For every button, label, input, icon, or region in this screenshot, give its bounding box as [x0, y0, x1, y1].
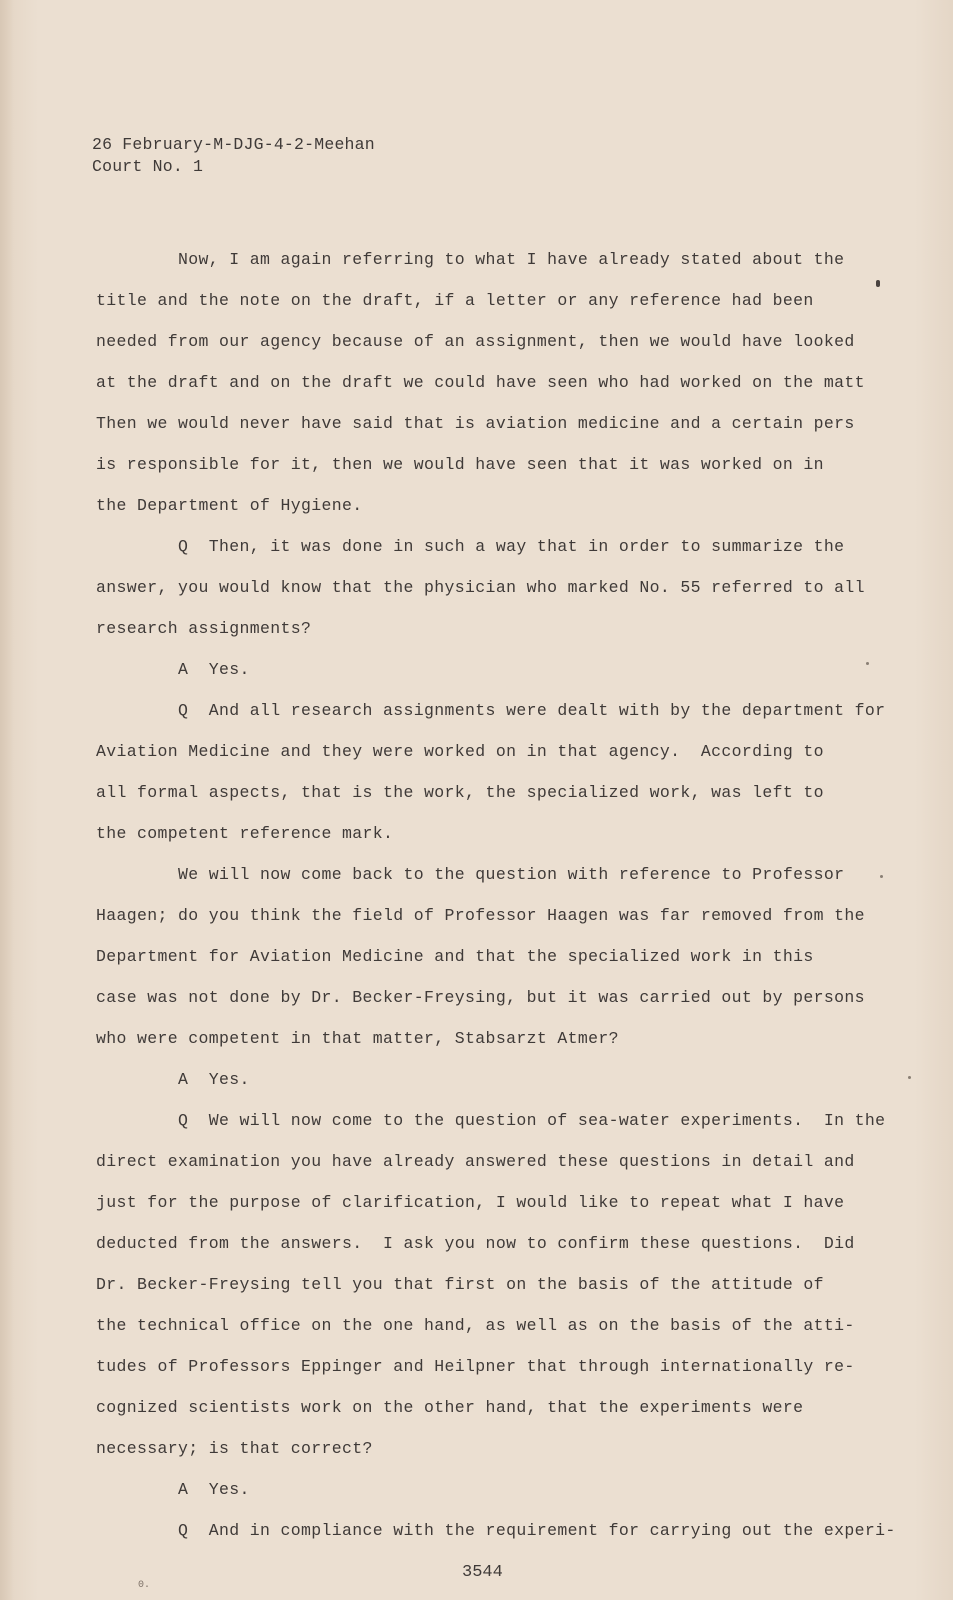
transcript-line: Q We will now come to the question of sea-water experiments. In the — [96, 1111, 886, 1130]
transcript-line: cognized scientists work on the other hand, that the experiments were — [96, 1398, 804, 1417]
transcript-line: A Yes. — [96, 1480, 250, 1499]
transcript-line: We will now come back to the question with reference to Professor — [96, 865, 845, 884]
transcript-line: A Yes. — [96, 660, 250, 679]
transcript-line: the Department of Hygiene. — [96, 496, 363, 515]
paper-speck — [866, 662, 869, 665]
transcript-line: Now, I am again referring to what I have already stated about the — [96, 250, 845, 269]
transcript-line: the technical office on the one hand, as well as on the basis of the atti- — [96, 1316, 855, 1335]
transcript-line: just for the purpose of clarification, I would like to repeat what I have — [96, 1193, 845, 1212]
corner-mark: 0. — [138, 1580, 151, 1591]
transcript-line: needed from our agency because of an assignment, then we would have looked — [96, 332, 855, 351]
header-line-date-code: 26 February-M-DJG-4-2-Meehan — [92, 135, 375, 154]
transcript-line: is responsible for it, then we would have seen that it was worked on in — [96, 455, 824, 474]
transcript-line: Department for Aviation Medicine and that the specialized work in this — [96, 947, 814, 966]
transcript-line: Q And in compliance with the requirement for carrying out the experi- — [96, 1521, 896, 1540]
transcript-line: answer, you would know that the physician who marked No. 55 referred to all — [96, 578, 865, 597]
transcript-line: who were competent in that matter, Stabsarzt Atmer? — [96, 1029, 619, 1048]
transcript-line: A Yes. — [96, 1070, 250, 1089]
transcript-line: Then we would never have said that is aviation medicine and a certain pers — [96, 414, 855, 433]
document-header — [92, 134, 375, 178]
transcript-line: research assignments? — [96, 619, 312, 638]
paper-speck — [908, 1076, 911, 1079]
paper-speck — [880, 875, 883, 878]
transcript-line: case was not done by Dr. Becker-Freysing, but it was carried out by persons — [96, 988, 865, 1007]
transcript-line: Aviation Medicine and they were worked on in that agency. According to — [96, 742, 824, 761]
transcript-line: at the draft and on the draft we could have seen who had worked on the matt — [96, 373, 865, 392]
transcript-line: Q Then, it was done in such a way that in order to summarize the — [96, 537, 845, 556]
margin-mark — [876, 280, 880, 287]
transcript-line: deducted from the answers. I ask you now to confirm these questions. Did — [96, 1234, 855, 1253]
paper-edge-shadow — [0, 0, 14, 1600]
transcript-line: direct examination you have already answered these questions in detail and — [96, 1152, 855, 1171]
transcript-line: Dr. Becker-Freysing tell you that first on the basis of the attitude of — [96, 1275, 824, 1294]
transcript-line: all formal aspects, that is the work, the specialized work, was left to — [96, 783, 824, 802]
transcript-line: necessary; is that correct? — [96, 1439, 373, 1458]
transcript-line: tudes of Professors Eppinger and Heilpner that through internationally re- — [96, 1357, 855, 1376]
transcript-line: Q And all research assignments were dealt with by the department for — [96, 701, 886, 720]
page-number: 3544 — [462, 1563, 503, 1582]
header-line-court: Court No. 1 — [92, 157, 204, 176]
transcript-line: the competent reference mark. — [96, 824, 394, 843]
transcript-line: title and the note on the draft, if a letter or any reference had been — [96, 291, 814, 310]
transcript-line: Haagen; do you think the field of Professor Haagen was far removed from the — [96, 906, 865, 925]
